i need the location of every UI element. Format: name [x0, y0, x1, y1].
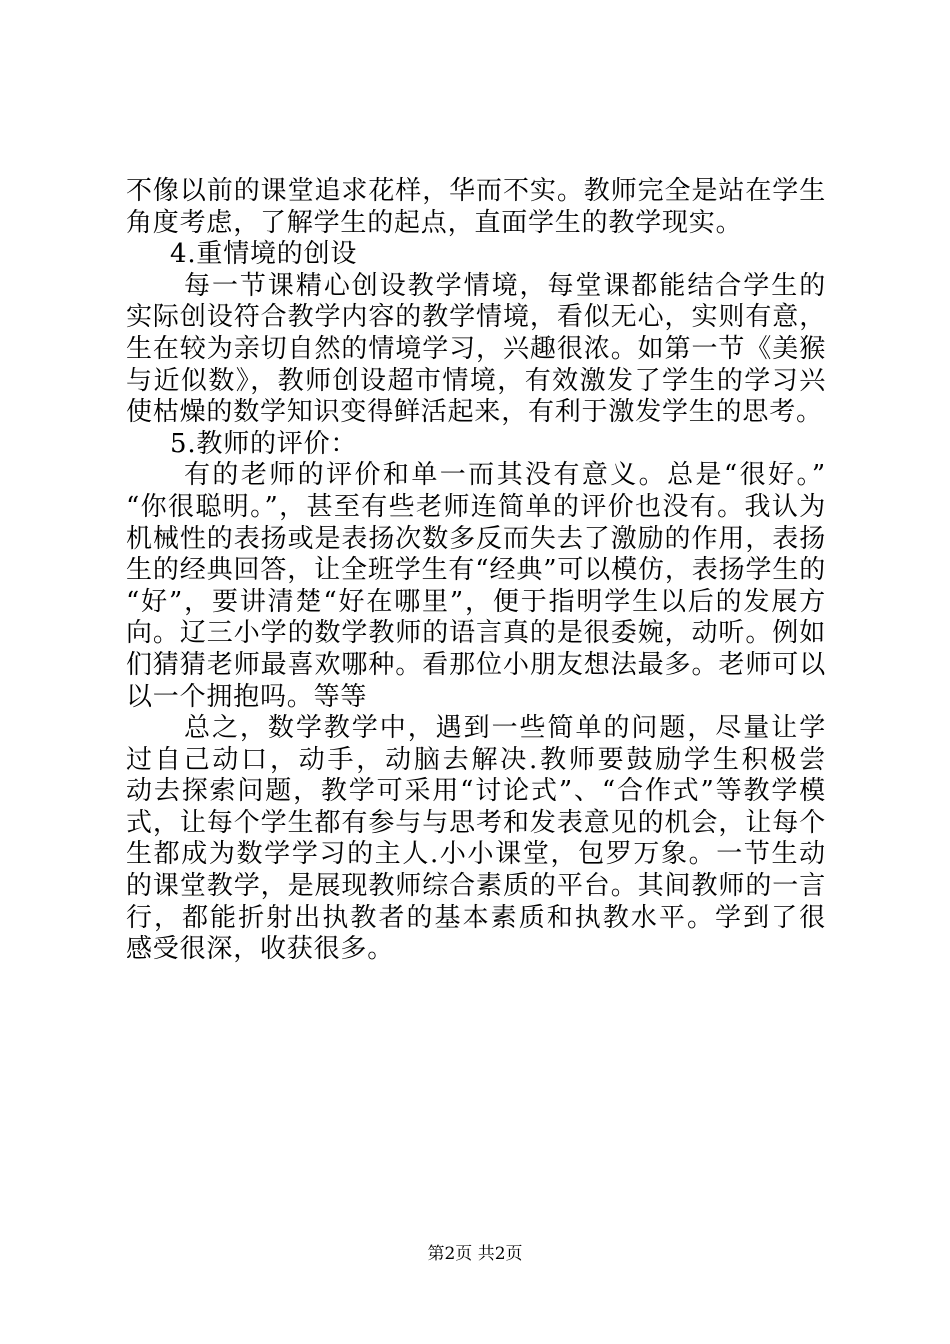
text-line: 生在较为亲切自然的情境学习，兴趣很浓。如第一节《美猴: [126, 333, 826, 364]
text-line: 动去探索问题，教学可采用“讨论式”、“合作式”等教学模: [126, 776, 826, 807]
text-line: “好”，要讲清楚“好在哪里”，便于指明学生以后的发展方: [126, 586, 826, 617]
text-line: 每一节课精心创设教学情境，每堂课都能结合学生的: [184, 270, 826, 301]
text-line: 以一个拥抱吗。等等: [126, 681, 368, 712]
page-footer: 第2页 共2页: [427, 1244, 523, 1264]
text-line: 生的经典回答，让全班学生有“经典”可以模仿，表扬学生的: [126, 555, 826, 586]
text-line: 有的老师的评价和单一而其没有意义。总是“很好。”: [184, 460, 826, 491]
text-line: 不像以前的课堂追求花样，华而不实。教师完全是站在学生: [126, 176, 826, 206]
text-line: 行，都能折射出执教者的基本素质和执教水平。学到了很: [126, 902, 826, 933]
text-line: 生都成为数学学习的主人.小小课堂，包罗万象。一节生动: [126, 839, 826, 870]
text-line: 过自己动口，动手，动脑去解决.教师要鼓励学生积极尝: [126, 744, 826, 775]
text-line: 感受很深，收获很多。: [126, 934, 395, 965]
text-line: 们猜猜老师最喜欢哪种。看那位小朋友想法最多。老师可以: [126, 649, 826, 680]
text-line: “你很聪明。”，甚至有些老师连简单的评价也没有。我认为: [126, 491, 826, 522]
section-heading: 5.教师的评价：: [170, 428, 358, 459]
text-line: 实际创设符合教学内容的教学情境，看似无心，实则有意，: [126, 302, 826, 333]
text-line: 式，让每个学生都有参与与思考和发表意见的机会，让每个: [126, 807, 826, 838]
text-line: 使枯燥的数学知识变得鲜活起来，有利于激发学生的思考。: [126, 397, 823, 428]
text-line: 总之，数学教学中，遇到一些简单的问题，尽量让学: [184, 713, 826, 744]
section-heading: 4.重情境的创设: [170, 239, 358, 270]
text-line: 与近似数》，教师创设超市情境，有效激发了学生的学习兴: [126, 365, 826, 396]
text-line: 向。辽三小学的数学教师的语言真的是很委婉，动听。例如: [126, 618, 826, 649]
text-line: 的课堂教学，是展现教师综合素质的平台。其间教师的一言: [126, 871, 826, 902]
text-line: 机械性的表扬或是表扬次数多反而失去了激励的作用，表扬: [126, 523, 826, 554]
document-body: [126, 176, 826, 966]
text-line: 角度考虑，了解学生的起点，直面学生的教学现实。: [126, 207, 743, 238]
